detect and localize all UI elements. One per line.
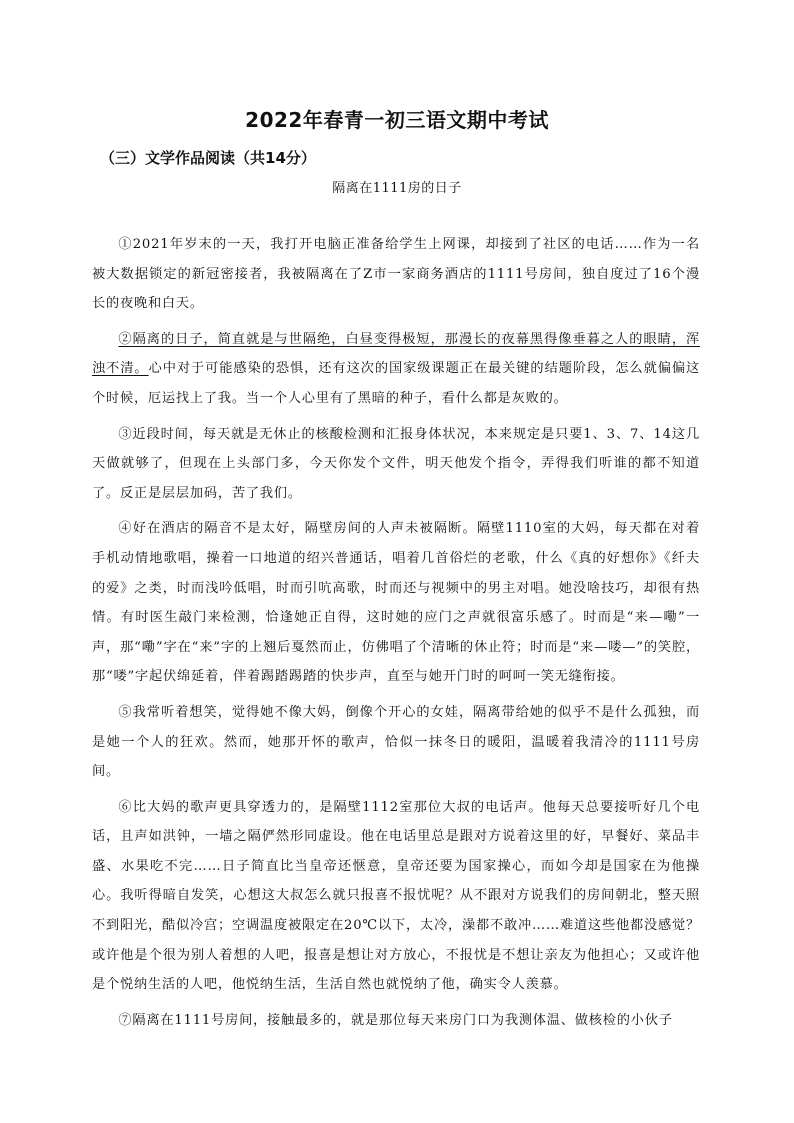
underlined-sentence: ②隔离的日子，简直就是与世隔绝，白昼变得极短，那漫长的夜幕黑得像垂暮之人的眼睛，浑浊不清。 (92, 331, 700, 377)
paragraph-3: ③近段时间，每天就是无休止的核酸检测和汇报身体状况，本来规定是只要1、3、7、14这几天做就够了，但现在上头部门多，今天你发个文件，明天他发个指令，弄得我们听谁的都不知道了。反正是层层加码，苦了我们。 (92, 426, 700, 501)
article-title: 隔离在1111房的日子 (332, 181, 462, 196)
paragraph-7: ⑦隔离在1111号房间，接触最多的，就是那位每天来房门口为我测体温、做核检的小伙子 (118, 1012, 673, 1028)
paragraph-2: ②隔离的日子，简直就是与世隔绝，白昼变得极短，那漫长的夜幕黑得像垂暮之人的眼睛，浑浊不清。心中对于可能感染的恐惧，还有这次的国家级课题正在最关键的结题阶段，怎么就偏偏这个时候，厄运找上了我。当一个人心里有了黑暗的种子，看什么都是灰败的。 (92, 331, 700, 406)
article-body (92, 230, 700, 1041)
paragraph-1: ①2021年岁末的一天，我打开电脑正准备给学生上网课，却接到了社区的电话……作为一名被大数据锁定的新冠密接者，我被隔离在了Z市一家商务酒店的1111号房间，独自度过了16个漫长的夜晚和白天。 (92, 237, 700, 312)
section-heading: （三）文学作品阅读（共14分） (100, 149, 316, 167)
paragraph-4: ④好在酒店的隔音不是太好，隔壁房间的人声未被隔断。隔壁1110室的大妈，每天都在对着手机动情地歌唱，操着一口地道的绍兴普通话，唱着几首俗烂的老歌，什么《真的好想你》《纤夫的爱》之类，时而浅吟低唱，时而引吭高歌，时而还与视频中的男主对唱。她没啥技巧，却很有热情。有时医生敲门来检测，恰逢她正自得，这时她的应门之声就很富乐感了。时而是“来—嘞”一声，那“嘞”字在“来”字的上翘后戛然而止，仿佛唱了个清晰的休止符；时而是“来—喽—”的笑腔，那“喽”字起伏绵延着，伴着踢踏踢踏的快步声，直至与她开门时的呵呵一笑无缝衔接。 (92, 521, 700, 685)
paragraph-6: ⑥比大妈的歌声更具穿透力的，是隔壁1112室那位大叔的电话声。他每天总要接听好几个电话，且声如洪钟，一墙之隔俨然形同虚设。他在电话里总是跟对方说着这里的好，早餐好、菜品丰盛、水果吃不完……日子简直比当皇帝还惬意，皇帝还要为国家操心，而如今却是国家在为他操心。我听得暗自发笑，心想这大叔怎么就只报喜不报忧呢？从不跟对方说我们的房间朝北，整天照不到阳光，酷似冷宫；空调温度被限定在20℃以下，太冷，澡都不敢冲……难道这些他都没感觉？或许他是个很为别人着想的人吧，报喜是想让对方放心，不报忧是不想让亲友为他担心；又或许他是个悦纳生活的人吧，他悦纳生活，生活自然也就悦纳了他，确实令人羡慕。 (92, 799, 700, 993)
page-title: 2022年春青一初三语文期中考试 (245, 108, 549, 132)
paragraph-5: ⑤我常听着想笑，觉得她不像大妈，倒像个开心的女娃，隔离带给她的似乎不是什么孤独，而是她一个人的狂欢。然而，她那开怀的歌声，恰似一抹冬日的暖阳，温暖着我清冷的1111号房间。 (92, 704, 700, 780)
